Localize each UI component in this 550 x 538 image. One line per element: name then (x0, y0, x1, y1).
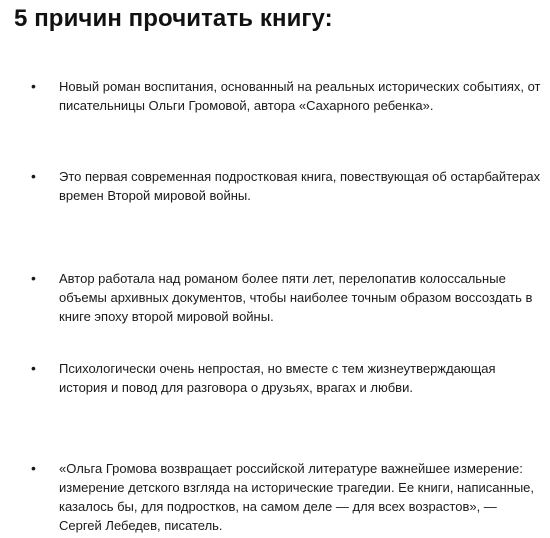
bullet-icon: • (31, 460, 36, 476)
bullet-icon: • (31, 168, 36, 184)
bullet-icon: • (31, 360, 36, 376)
reason-text: «Ольга Громова возвращает российской литературе важнейшее измерение: измерение детского взгляда на исторические трагедии. Ее книги, написанные, казалось бы, для подростков, на самом деле — для всех возрастов», — Сергей Лебедев, писатель. (59, 461, 535, 533)
bullet-icon: • (31, 270, 36, 286)
page-title: 5 причин прочитать книгу: (14, 5, 333, 32)
reason-text: Новый роман воспитания, основанный на реальных исторических событиях, от писательницы Ольги Громовой, автора «Сахарного ребенка». (59, 79, 541, 113)
reason-text: Это первая современная подростковая книга, повествующая об остарбайтерах времен Второй мировой войны. (59, 169, 541, 203)
bullet-icon: • (31, 78, 36, 94)
reason-text: Психологически очень непростая, но вместе с тем жизнеутверждающая история и повод для разговора о друзьях, врагах и любви. (59, 361, 496, 395)
reason-text: Автор работала над романом более пяти лет, перелопатив колоссальные объемы архивных документов, чтобы наиболее точным образом воссоздать в книге эпоху второй мировой войны. (59, 271, 533, 324)
